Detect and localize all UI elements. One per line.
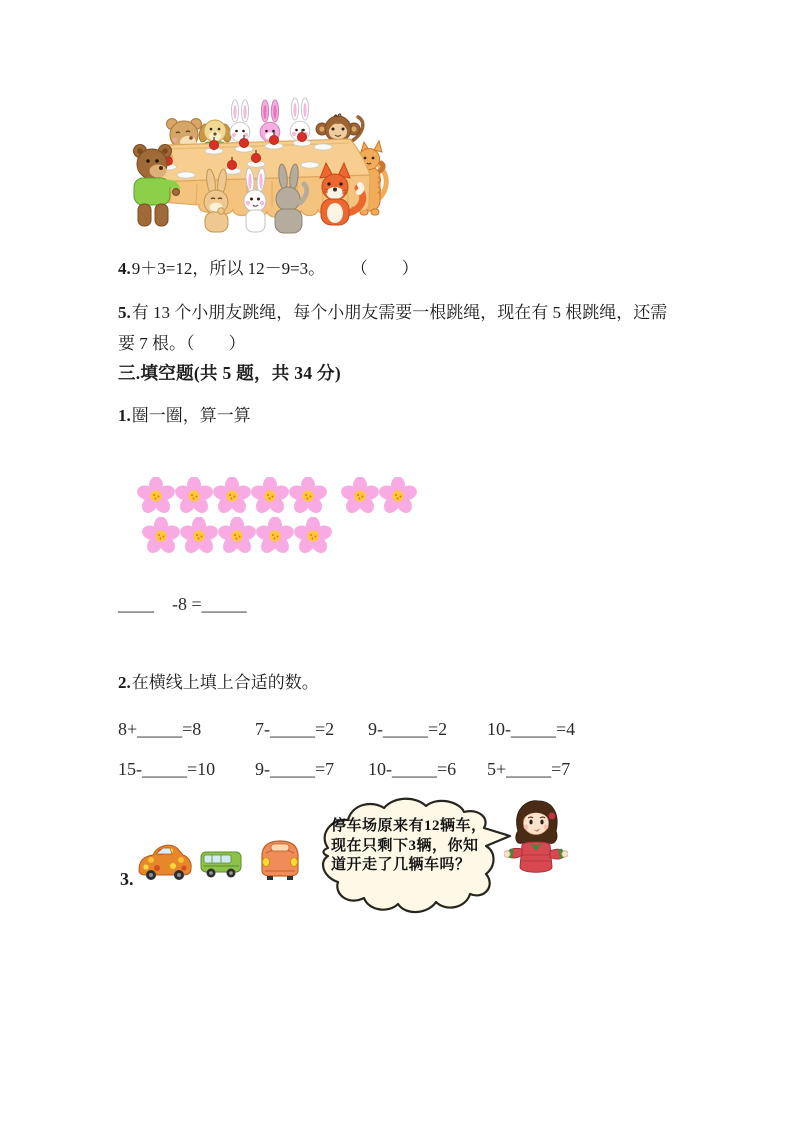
- flower-row1-group2: [341, 477, 417, 515]
- flower-icon: [251, 477, 289, 515]
- flower-icon: [218, 517, 256, 555]
- fill-q1-text: 圈一圈，算一算: [131, 406, 251, 425]
- equation: 9-_____=7: [255, 759, 335, 779]
- flower-icon: [137, 477, 175, 515]
- flower-pattern-car: [139, 845, 191, 880]
- cars-illustration: [135, 832, 307, 889]
- equation: 9-_____=2: [368, 719, 448, 739]
- bubble-line-1: 停车场原来有12辆车，: [331, 818, 487, 834]
- flower-icon: [213, 477, 251, 515]
- question-4-text: 9＋3=12，所以 12－9=3。: [131, 259, 326, 278]
- equation: 8+_____=8: [118, 719, 202, 739]
- speech-bubble: [306, 794, 516, 920]
- question-5: [118, 297, 682, 359]
- equation: 7-_____=2: [255, 719, 335, 739]
- equation: 5+_____=7: [487, 759, 571, 779]
- rabbit-white-back-1: [230, 100, 250, 142]
- fill-q2-equations-row-2: [118, 759, 570, 780]
- fill-q2-text: 在横线上填上合适的数。: [131, 673, 319, 692]
- fill-q1-equation: ____ -8 =_____: [118, 594, 247, 614]
- flower-icon: [341, 477, 379, 515]
- fill-q2-number: 2.: [118, 673, 131, 692]
- question-4-answer-blank: （ ）: [359, 259, 419, 278]
- bubble-line-2: 现在只剩下3辆，你知: [331, 837, 479, 854]
- equation: 10-_____=6: [368, 759, 457, 779]
- flower-icon: [142, 517, 180, 555]
- girl-illustration: [504, 797, 568, 890]
- section-header: 三.填空题(共 5 题，共 34 分): [118, 363, 341, 383]
- flower-icon: [289, 477, 327, 515]
- green-van: [201, 852, 241, 878]
- fill-q1-number: 1.: [118, 406, 131, 425]
- fill-q2-equations-row-1: [118, 719, 575, 740]
- bubble-line-3: 道开走了几辆车吗？: [331, 857, 471, 873]
- animals-dinner-svg: [112, 85, 397, 235]
- rabbit-pink-back: [260, 100, 280, 142]
- flower-row-1: [137, 477, 417, 515]
- equation: 15-_____=10: [118, 759, 216, 779]
- equation: 10-_____=4: [487, 719, 576, 739]
- flower-row2-group: [142, 517, 332, 555]
- fill-q3-number: 3.: [120, 869, 134, 889]
- question-4-number: 4.: [118, 259, 131, 278]
- orange-car-rear: [262, 841, 298, 880]
- girl-svg: [504, 797, 568, 885]
- fill-q2-title: [118, 668, 319, 693]
- animals-dinner-illustration: [112, 85, 397, 240]
- question-5-number: 5.: [118, 303, 131, 322]
- speech-bubble-text: [331, 817, 489, 876]
- flower-icon: [175, 477, 213, 515]
- flower-row-2: [142, 517, 417, 555]
- fill-q1-title: [118, 401, 251, 426]
- flower-icon: [180, 517, 218, 555]
- flower-row1-group1: [137, 477, 327, 515]
- question-4: [118, 254, 419, 279]
- flower-icon: [379, 477, 417, 515]
- flower-grouping-area: [137, 477, 417, 555]
- question-5-text: 有 13 个小朋友跳绳，每个小朋友需要一根跳绳，现在有 5 根跳绳，还需要 7 根。（ ）: [118, 303, 668, 353]
- flower-icon: [294, 517, 332, 555]
- flower-icon: [256, 517, 294, 555]
- cars-svg: [135, 832, 307, 884]
